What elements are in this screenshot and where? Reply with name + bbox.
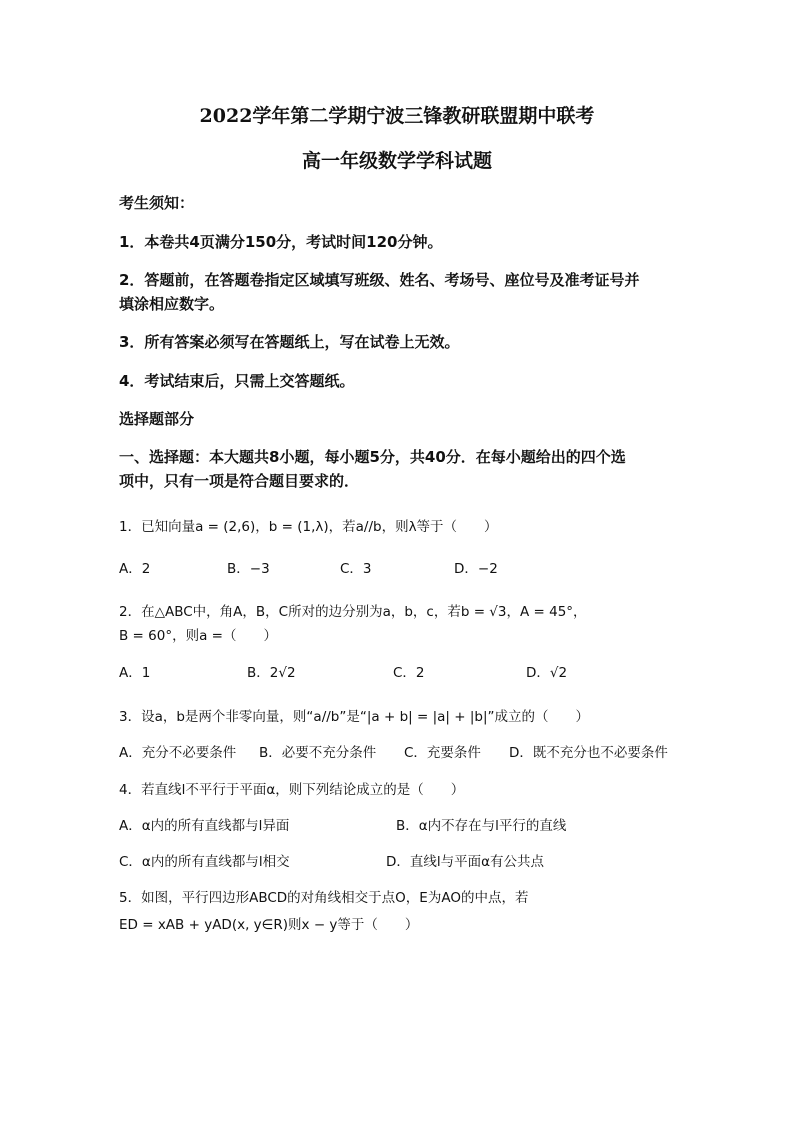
exam-subtitle: 高一年级数学学科试题 bbox=[301, 150, 492, 172]
notice-item-4: 4．考试结束后，只需上交答题纸。 bbox=[119, 372, 355, 390]
notice-item-2: 2．答题前，在答题卷指定区域填写班级、姓名、考场号、座位号及准考证号并 bbox=[119, 271, 640, 289]
question-3-stem: 3．设a，b是两个非零向量，则“a//b”是“|a + b| = |a| + |b|”成立的（ ） bbox=[119, 709, 590, 725]
notice-item-2-cont: 填涂相应数字。 bbox=[119, 295, 225, 313]
question-2-stem-1: 2．在△ABC中，角A，B，C所对的边分别为a，b，c，若b = √3，A = 45°， bbox=[119, 604, 587, 620]
section-intro-1: 一、选择题：本大题共8小题，每小题5分，共40分．在每小题给出的四个选 bbox=[119, 448, 626, 466]
q3-option-d: D．既不充分也不必要条件 bbox=[509, 745, 668, 761]
q1-option-a: A．2 bbox=[119, 561, 151, 577]
q3-option-a: A．充分不必要条件 bbox=[119, 745, 237, 761]
q4-option-a: A．α内的所有直线都与l异面 bbox=[119, 818, 290, 834]
exam-title: 2022学年第二学期宁波三锋教研联盟期中联考 bbox=[199, 105, 595, 127]
section-intro-2: 项中，只有一项是符合题目要求的． bbox=[119, 472, 360, 490]
q2-option-d: D．√2 bbox=[526, 665, 568, 681]
q4-option-c: C．α内的所有直线都与l相交 bbox=[119, 854, 290, 870]
q1-option-b: B．−3 bbox=[227, 561, 270, 577]
q4-option-b: B．α内不存在与l平行的直线 bbox=[396, 818, 567, 834]
question-5-stem-2: ED = xAB + yAD(x, y∈R)则x − y等于（ ） bbox=[119, 917, 419, 933]
q3-option-b: B．必要不充分条件 bbox=[259, 745, 377, 761]
notice-heading: 考生须知： bbox=[119, 194, 195, 212]
q2-option-a: A．1 bbox=[119, 665, 151, 681]
q1-option-c: C．3 bbox=[340, 561, 372, 577]
question-2-stem-2: B = 60°，则a =（ ） bbox=[119, 628, 277, 644]
notice-item-1: 1．本卷共4页满分150分，考试时间120分钟。 bbox=[119, 233, 443, 251]
question-4-stem: 4．若直线l不平行于平面α，则下列结论成立的是（ ） bbox=[119, 782, 465, 798]
section-label: 选择题部分 bbox=[119, 410, 195, 428]
q2-option-c: C．2 bbox=[393, 665, 425, 681]
q1-option-d: D．−2 bbox=[454, 561, 498, 577]
question-5-stem-1: 5．如图，平行四边形ABCD的对角线相交于点O，E为AO的中点，若 bbox=[119, 890, 529, 906]
q3-option-c: C．充要条件 bbox=[404, 745, 481, 761]
question-1-stem: 1．已知向量a = (2,6)，b = (1,λ)，若a//b，则λ等于（ ） bbox=[119, 519, 498, 535]
q2-option-b: B．2√2 bbox=[247, 665, 296, 681]
notice-item-3: 3．所有答案必须写在答题纸上，写在试卷上无效。 bbox=[119, 333, 460, 351]
q4-option-d: D．直线l与平面α有公共点 bbox=[386, 854, 545, 870]
